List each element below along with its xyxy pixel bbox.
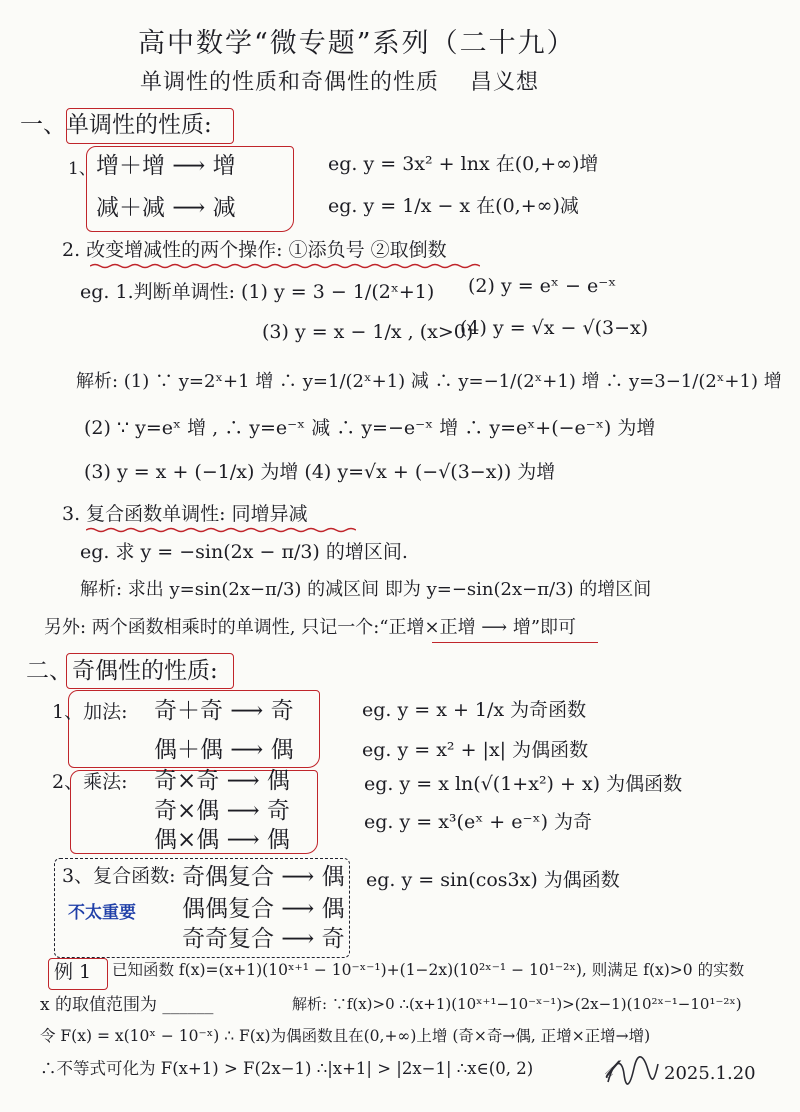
multiplication-example-a: eg. y = x ln(√(1+x²) + x) 为偶函数 <box>364 773 683 795</box>
rule1-example-b: eg. y = 1/x − x 在(0,+∞)减 <box>328 195 579 217</box>
multiplication-even-even: 偶×偶 ⟶ 偶 <box>154 827 290 853</box>
example-tag: 例 1 <box>54 961 92 983</box>
multiplication-example-b: eg. y = x³(eˣ + e⁻ˣ) 为奇 <box>364 811 593 833</box>
solution3-text: 解析: 求出 y=sin(2x−π/3) 的减区间 即为 y=−sin(2x−π/3) 的增区间 <box>80 579 652 600</box>
addition-label: 1、加法: <box>52 701 128 723</box>
solution1-line3: (3) y = x + (−1/x) 为增 (4) y=√x + (−√(3−x)) 为增 <box>84 461 556 483</box>
example-solution-line3: ∴不等式可化为 F(x+1) > F(2x−1) ∴|x+1| > |2x−1| ∴x∈(0, 2) <box>40 1059 534 1078</box>
rule1-example-a: eg. y = 3x² + lnx 在(0,+∞)增 <box>328 153 599 175</box>
rule3-squiggle <box>86 527 356 533</box>
addition-even: 偶＋偶 ⟶ 偶 <box>154 737 294 763</box>
addition-example-a: eg. y = x + 1/x 为奇函数 <box>362 699 587 721</box>
solution1-line1: 解析: (1) ∵ y=2ˣ+1 增 ∴ y=1/(2ˣ+1) 减 ∴ y=−1/(2ˣ+1) 增 ∴ y=3−1/(2ˣ+1) 增 <box>76 371 782 392</box>
example3-text: eg. 求 y = −sin(2x − π/3) 的增区间. <box>80 541 408 563</box>
example1-part4: (4) y = √x − √(3−x) <box>460 317 649 339</box>
author-name: 昌义想 <box>470 70 540 95</box>
example1-part3: (3) y = x − 1/x , (x>0) <box>262 321 474 343</box>
page-subtitle: 单调性的性质和奇偶性的性质 <box>140 70 440 95</box>
rule1-sub: 减＋减 ⟶ 减 <box>96 195 236 221</box>
section2-heading: 二、奇偶性的性质: <box>26 658 218 684</box>
composite-note: 不太重要 <box>68 903 136 923</box>
page-title: 高中数学“微专题”系列（二十九） <box>138 28 576 59</box>
signature-scribble <box>604 1052 660 1092</box>
example-problem-line2: x 的取值范围为 ______ <box>40 995 214 1015</box>
example-solution-line2: 令 F(x) = x(10ˣ − 10⁻ˣ) ∴ F(x)为偶函数且在(0,+∞)上增 (奇×奇→偶, 正增×正增→增) <box>40 1027 651 1045</box>
product-note-underline <box>432 642 598 643</box>
composite-odd-even: 奇偶复合 ⟶ 偶 <box>182 864 345 890</box>
composite-example: eg. y = sin(cos3x) 为偶函数 <box>366 869 620 891</box>
solution1-line2: (2) ∵ y=eˣ 增 , ∴ y=e⁻ˣ 减 ∴ y=−e⁻ˣ 增 ∴ y=eˣ+(−e⁻ˣ) 为增 <box>84 417 656 439</box>
composite-even-even: 偶偶复合 ⟶ 偶 <box>182 896 345 922</box>
rule2-text: 2. 改变增减性的两个操作: ①添负号 ②取倒数 <box>62 239 447 261</box>
signature-date: 2025.1.20 <box>664 1063 756 1084</box>
example1-part1: eg. 1.判断单调性: (1) y = 3 − 1/(2ˣ+1) <box>80 281 435 303</box>
section1-heading-box <box>66 108 234 144</box>
rule1-number: 1、 <box>68 159 96 179</box>
addition-example-b: eg. y = x² + |x| 为偶函数 <box>362 739 589 761</box>
composite-odd-odd: 奇奇复合 ⟶ 奇 <box>182 926 345 952</box>
signature-mark: 𝓁 <box>604 1055 613 1085</box>
rule2-squiggle <box>90 263 480 269</box>
section2-heading-box <box>66 653 234 689</box>
multiplication-odd-even: 奇×偶 ⟶ 奇 <box>154 798 290 824</box>
example-problem-line1: 已知函数 f(x)=(x+1)(10ˣ⁺¹ − 10⁻ˣ⁻¹)+(1−2x)(10²ˣ⁻¹ − 10¹⁻²ˣ), 则满足 f(x)>0 的实数 <box>112 961 745 979</box>
product-note: 另外: 两个函数相乘时的单调性, 只记一个:“正增×正增 ⟶ 增”即可 <box>44 617 577 638</box>
section1-heading: 一、单调性的性质: <box>20 112 212 138</box>
multiplication-label: 2、乘法: <box>52 771 128 793</box>
multiplication-odd-odd: 奇×奇 ⟶ 偶 <box>154 768 290 794</box>
addition-odd: 奇＋奇 ⟶ 奇 <box>154 698 294 724</box>
example1-part2: (2) y = eˣ − e⁻ˣ <box>468 275 617 297</box>
rule3-text: 3. 复合函数单调性: 同增异减 <box>62 503 308 525</box>
composite-label: 3、复合函数: <box>62 865 176 887</box>
rule1-add: 增＋增 ⟶ 增 <box>96 153 236 179</box>
example-solution-line1: 解析: ∵f(x)>0 ∴(x+1)(10ˣ⁺¹−10⁻ˣ⁻¹)>(2x−1)(10²ˣ⁻¹−10¹⁻²ˣ) <box>292 995 742 1013</box>
